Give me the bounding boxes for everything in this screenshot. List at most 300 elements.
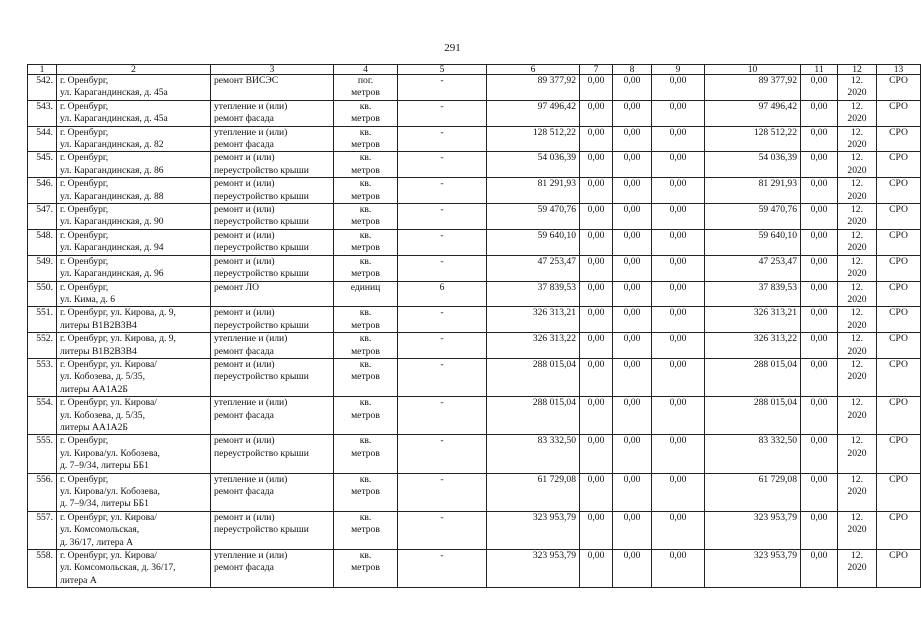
- column-header-3: 3: [211, 65, 334, 75]
- address-cell-line: г. Оренбург,: [60, 255, 109, 267]
- column-header-9: 9: [652, 65, 705, 75]
- deadline-cell-line: 12.: [851, 473, 863, 485]
- unit-cell-line: метров: [351, 268, 380, 280]
- unit-cell-line: кв.: [359, 307, 372, 319]
- address-cell: [57, 255, 211, 281]
- address-cell: [57, 333, 211, 359]
- address-cell-line: литеры В1В2В3В4: [60, 319, 137, 331]
- unit-cell-line: единиц: [350, 281, 381, 293]
- work-type-cell-line: ремонт и (или): [214, 358, 275, 370]
- unit-cell-line: метров: [351, 345, 380, 357]
- fund-other-cell: 0,00: [801, 473, 838, 511]
- fund-regional-cell: 0,00: [613, 550, 652, 588]
- fund-federal-cell: 0,00: [580, 333, 613, 359]
- deadline-cell: [838, 229, 877, 255]
- work-type-cell: [211, 152, 334, 178]
- deadline-cell-line: 2020: [847, 486, 867, 497]
- fund-federal-cell: 0,00: [580, 397, 613, 435]
- fund-regional-cell: 0,00: [613, 229, 652, 255]
- deadline-cell: [838, 126, 877, 152]
- deadline-cell-line: 2020: [847, 319, 867, 331]
- method-cell: СРО: [877, 281, 921, 307]
- fund-owners-cell: 128 512,22: [705, 126, 801, 152]
- fund-local-cell: 0,00: [652, 435, 705, 473]
- deadline-cell-line: 12.: [851, 511, 863, 523]
- quantity-cell: -: [398, 397, 487, 435]
- fund-regional-cell: 0,00: [613, 126, 652, 152]
- table-row: [28, 333, 921, 359]
- deadline-cell-line: 2020: [847, 113, 867, 125]
- unit-cell: [334, 229, 398, 255]
- address-cell-line: г. Оренбург, ул. Кирова, д. 9,: [60, 333, 176, 345]
- address-cell-line: литеры В1В2В3В4: [60, 345, 137, 357]
- fund-owners-cell: 288 015,04: [705, 397, 801, 435]
- fund-regional-cell: 0,00: [613, 333, 652, 359]
- address-cell: [57, 178, 211, 204]
- work-type-cell: [211, 229, 334, 255]
- row-index: 555.: [28, 435, 57, 473]
- unit-cell-line: кв.: [359, 550, 372, 562]
- address-cell-line: г. Оренбург,: [60, 126, 109, 138]
- work-type-cell-line: ремонт и (или): [214, 255, 275, 267]
- deadline-cell: [838, 100, 877, 126]
- deadline-cell: [838, 550, 877, 588]
- address-cell-line: ул. Карагандинская, д. 45а: [60, 87, 168, 99]
- work-type-cell-line: ремонт и (или): [214, 435, 275, 447]
- deadline-cell-line: 2020: [847, 242, 867, 254]
- unit-cell-line: кв.: [359, 255, 372, 267]
- unit-cell-line: кв.: [359, 358, 372, 370]
- deadline-cell: [838, 333, 877, 359]
- column-header-7: 7: [580, 65, 613, 75]
- method-cell: СРО: [877, 397, 921, 435]
- quantity-cell: -: [398, 255, 487, 281]
- deadline-cell-line: 2020: [847, 524, 867, 536]
- cost-total-cell: 47 253,47: [487, 255, 580, 281]
- method-cell: СРО: [877, 550, 921, 588]
- work-type-cell-line: переустройство крыши: [214, 371, 309, 383]
- fund-owners-cell: 326 313,22: [705, 333, 801, 359]
- table-row: [28, 204, 921, 230]
- address-cell-line: ул. Кима, д. 6: [60, 293, 116, 305]
- address-cell-line: г. Оренбург, ул. Кирова/: [60, 550, 157, 562]
- deadline-cell: [838, 75, 877, 101]
- address-cell-line: г. Оренбург,: [60, 473, 109, 485]
- work-type-cell-line: ремонт и (или): [214, 307, 275, 319]
- fund-other-cell: 0,00: [801, 307, 838, 333]
- unit-cell-line: метров: [351, 216, 380, 228]
- deadline-cell-line: 12.: [851, 100, 863, 112]
- column-header-13: 13: [877, 65, 921, 75]
- fund-regional-cell: 0,00: [613, 75, 652, 101]
- deadline-cell: [838, 397, 877, 435]
- deadline-cell: [838, 178, 877, 204]
- column-header-1: 1: [28, 65, 57, 75]
- method-cell: СРО: [877, 75, 921, 101]
- work-type-cell-line: переустройство крыши: [214, 447, 309, 459]
- work-type-cell: [211, 550, 334, 588]
- table-row: [28, 100, 921, 126]
- work-type-cell-line: ремонт фасада: [214, 139, 274, 151]
- quantity-cell: -: [398, 100, 487, 126]
- cost-total-cell: 323 953,79: [487, 511, 580, 549]
- method-cell: СРО: [877, 178, 921, 204]
- fund-federal-cell: 0,00: [580, 511, 613, 549]
- address-cell-line: г. Оренбург, ул. Кирова/: [60, 397, 157, 409]
- fund-federal-cell: 0,00: [580, 178, 613, 204]
- work-type-cell: [211, 397, 334, 435]
- cost-total-cell: 37 839,53: [487, 281, 580, 307]
- method-cell: СРО: [877, 229, 921, 255]
- address-cell: [57, 511, 211, 549]
- column-header-10: 10: [705, 65, 801, 75]
- column-header-6: 6: [487, 65, 580, 75]
- fund-owners-cell: 59 640,10: [705, 229, 801, 255]
- deadline-cell-line: 12.: [851, 307, 863, 319]
- fund-regional-cell: 0,00: [613, 204, 652, 230]
- work-type-cell-line: ремонт фасада: [214, 345, 274, 357]
- fund-other-cell: 0,00: [801, 281, 838, 307]
- unit-cell-line: кв.: [359, 511, 372, 523]
- fund-other-cell: 0,00: [801, 511, 838, 549]
- deadline-cell-line: 12.: [851, 126, 863, 138]
- address-cell: [57, 435, 211, 473]
- work-type-cell: [211, 435, 334, 473]
- deadline-cell-line: 2020: [847, 139, 867, 151]
- table-row: [28, 435, 921, 473]
- quantity-cell: -: [398, 204, 487, 230]
- row-index: 542.: [28, 75, 57, 101]
- work-type-cell: [211, 178, 334, 204]
- fund-local-cell: 0,00: [652, 511, 705, 549]
- work-type-cell-line: ремонт фасада: [214, 486, 274, 497]
- fund-federal-cell: 0,00: [580, 307, 613, 333]
- unit-cell-line: метров: [351, 447, 380, 459]
- quantity-cell: -: [398, 550, 487, 588]
- work-type-cell-line: ремонт и (или): [214, 178, 275, 190]
- row-index: 546.: [28, 178, 57, 204]
- table-row: [28, 358, 921, 396]
- unit-cell-line: метров: [351, 486, 380, 497]
- fund-local-cell: 0,00: [652, 152, 705, 178]
- quantity-cell: -: [398, 178, 487, 204]
- fund-local-cell: 0,00: [652, 126, 705, 152]
- unit-cell: [334, 152, 398, 178]
- fund-owners-cell: 326 313,21: [705, 307, 801, 333]
- table-row: [28, 473, 921, 511]
- address-cell-line: ул. Карагандинская, д. 96: [60, 268, 164, 280]
- address-cell: [57, 126, 211, 152]
- work-type-cell-line: переустройство крыши: [214, 524, 309, 536]
- work-type-cell: [211, 126, 334, 152]
- method-cell: СРО: [877, 511, 921, 549]
- deadline-cell-line: 2020: [847, 268, 867, 280]
- cost-total-cell: 83 332,50: [487, 435, 580, 473]
- address-cell-line: ул. Кирова/ул. Кобозева,: [60, 447, 160, 459]
- fund-regional-cell: 0,00: [613, 281, 652, 307]
- unit-cell-line: метров: [351, 87, 380, 99]
- column-header-12: 12: [838, 65, 877, 75]
- unit-cell: [334, 307, 398, 333]
- address-cell-line: ул. Карагандинская, д. 86: [60, 164, 164, 176]
- deadline-cell-line: 12.: [851, 152, 863, 164]
- table-row: [28, 178, 921, 204]
- work-type-cell-line: ремонт и (или): [214, 152, 275, 164]
- address-cell-line: г. Оренбург,: [60, 100, 109, 112]
- method-cell: СРО: [877, 100, 921, 126]
- unit-cell-line: кв.: [359, 100, 372, 112]
- address-cell: [57, 75, 211, 101]
- deadline-cell: [838, 307, 877, 333]
- address-cell-line: ул. Карагандинская, д. 88: [60, 190, 164, 202]
- address-cell-line: ул. Кирова/ул. Кобозева,: [60, 486, 160, 497]
- quantity-cell: -: [398, 229, 487, 255]
- fund-federal-cell: 0,00: [580, 229, 613, 255]
- work-type-cell-line: утепление и (или): [214, 333, 288, 345]
- fund-local-cell: 0,00: [652, 281, 705, 307]
- deadline-cell-line: 12.: [851, 229, 863, 241]
- quantity-cell: -: [398, 75, 487, 101]
- address-cell-line: г. Оренбург,: [60, 75, 109, 86]
- fund-other-cell: 0,00: [801, 178, 838, 204]
- fund-local-cell: 0,00: [652, 204, 705, 230]
- deadline-cell-line: 2020: [847, 164, 867, 176]
- address-cell-line: г. Оренбург,: [60, 178, 109, 190]
- address-cell-line: ул. Карагандинская, д. 82: [60, 139, 164, 151]
- address-cell: [57, 281, 211, 307]
- fund-federal-cell: 0,00: [580, 473, 613, 511]
- deadline-cell-line: 12.: [851, 397, 863, 409]
- cost-total-cell: 97 496,42: [487, 100, 580, 126]
- unit-cell: [334, 511, 398, 549]
- unit-cell-line: кв.: [359, 126, 372, 138]
- address-cell-line: ул. Карагандинская, д. 45а: [60, 113, 168, 125]
- deadline-cell-line: 12.: [851, 550, 863, 562]
- work-type-cell-line: переустройство крыши: [214, 268, 309, 280]
- unit-cell: [334, 178, 398, 204]
- table-row: [28, 281, 921, 307]
- address-cell-line: г. Оренбург, ул. Кирова/: [60, 358, 157, 370]
- deadline-cell-line: 2020: [847, 345, 867, 357]
- fund-owners-cell: 89 377,92: [705, 75, 801, 101]
- unit-cell-line: кв.: [359, 473, 372, 485]
- deadline-cell-line: 2020: [847, 293, 867, 305]
- row-index: 557.: [28, 511, 57, 549]
- work-type-cell: [211, 511, 334, 549]
- fund-regional-cell: 0,00: [613, 255, 652, 281]
- unit-cell-line: метров: [351, 524, 380, 536]
- fund-other-cell: 0,00: [801, 550, 838, 588]
- work-type-cell-line: ремонт фасада: [214, 562, 274, 574]
- fund-regional-cell: 0,00: [613, 435, 652, 473]
- fund-local-cell: 0,00: [652, 333, 705, 359]
- row-index: 556.: [28, 473, 57, 511]
- row-index: 543.: [28, 100, 57, 126]
- method-cell: СРО: [877, 126, 921, 152]
- quantity-cell: -: [398, 126, 487, 152]
- fund-other-cell: 0,00: [801, 75, 838, 101]
- cost-total-cell: 326 313,22: [487, 333, 580, 359]
- fund-regional-cell: 0,00: [613, 178, 652, 204]
- unit-cell: [334, 204, 398, 230]
- unit-cell-line: метров: [351, 319, 380, 331]
- table-row: [28, 255, 921, 281]
- fund-regional-cell: 0,00: [613, 307, 652, 333]
- column-header-8: 8: [613, 65, 652, 75]
- address-cell-line: г. Оренбург,: [60, 152, 109, 164]
- unit-cell: [334, 435, 398, 473]
- address-cell: [57, 229, 211, 255]
- fund-local-cell: 0,00: [652, 100, 705, 126]
- method-cell: СРО: [877, 152, 921, 178]
- fund-regional-cell: 0,00: [613, 473, 652, 511]
- row-index: 549.: [28, 255, 57, 281]
- work-type-cell-line: ремонт ВИСЭС: [214, 75, 279, 86]
- unit-cell: [334, 473, 398, 511]
- work-type-cell: [211, 333, 334, 359]
- deadline-cell: [838, 435, 877, 473]
- deadline-cell-line: 12.: [851, 435, 863, 447]
- cost-total-cell: 59 470,76: [487, 204, 580, 230]
- table-row: [28, 397, 921, 435]
- work-type-cell-line: ремонт и (или): [214, 204, 275, 216]
- work-type-cell: [211, 100, 334, 126]
- quantity-cell: -: [398, 358, 487, 396]
- fund-federal-cell: 0,00: [580, 281, 613, 307]
- unit-cell: [334, 333, 398, 359]
- quantity-cell: -: [398, 435, 487, 473]
- fund-local-cell: 0,00: [652, 397, 705, 435]
- unit-cell: [334, 100, 398, 126]
- fund-federal-cell: 0,00: [580, 126, 613, 152]
- unit-cell-line: пог.: [357, 75, 374, 86]
- method-cell: СРО: [877, 435, 921, 473]
- address-cell-line: г. Оренбург,: [60, 435, 109, 447]
- deadline-cell-line: 12.: [851, 204, 863, 216]
- deadline-cell: [838, 204, 877, 230]
- table-row: [28, 229, 921, 255]
- address-cell: [57, 397, 211, 435]
- table-row: [28, 126, 921, 152]
- table-row: [28, 511, 921, 549]
- cost-total-cell: 61 729,08: [487, 473, 580, 511]
- unit-cell-line: кв.: [359, 152, 372, 164]
- unit-cell-line: метров: [351, 562, 380, 574]
- deadline-cell-line: 12.: [851, 75, 863, 86]
- address-cell: [57, 152, 211, 178]
- data-table: [27, 64, 921, 588]
- fund-owners-cell: 288 015,04: [705, 358, 801, 396]
- deadline-cell: [838, 358, 877, 396]
- column-header-4: 4: [334, 65, 398, 75]
- fund-owners-cell: 83 332,50: [705, 435, 801, 473]
- method-cell: СРО: [877, 333, 921, 359]
- fund-regional-cell: 0,00: [613, 511, 652, 549]
- fund-owners-cell: 61 729,08: [705, 473, 801, 511]
- table-row: [28, 152, 921, 178]
- unit-cell-line: метров: [351, 139, 380, 151]
- fund-regional-cell: 0,00: [613, 152, 652, 178]
- quantity-cell: -: [398, 511, 487, 549]
- work-type-cell-line: переустройство крыши: [214, 190, 309, 202]
- deadline-cell: [838, 473, 877, 511]
- row-index: 552.: [28, 333, 57, 359]
- row-index: 550.: [28, 281, 57, 307]
- unit-cell: [334, 397, 398, 435]
- address-cell-line: г. Оренбург,: [60, 281, 109, 293]
- unit-cell-line: кв.: [359, 178, 372, 190]
- deadline-cell-line: 12.: [851, 178, 863, 190]
- unit-cell-line: метров: [351, 242, 380, 254]
- fund-other-cell: 0,00: [801, 255, 838, 281]
- unit-cell: [334, 550, 398, 588]
- work-type-cell: [211, 473, 334, 511]
- work-type-cell-line: утепление и (или): [214, 550, 288, 562]
- page-number: 291: [444, 42, 461, 54]
- work-type-cell-line: переустройство крыши: [214, 164, 309, 176]
- unit-cell-line: метров: [351, 409, 380, 421]
- deadline-cell-line: 2020: [847, 190, 867, 202]
- address-cell-line: г. Оренбург,: [60, 229, 109, 241]
- quantity-cell: -: [398, 152, 487, 178]
- fund-federal-cell: 0,00: [580, 358, 613, 396]
- work-type-cell-line: ремонт и (или): [214, 229, 275, 241]
- unit-cell-line: кв.: [359, 333, 372, 345]
- deadline-cell-line: 2020: [847, 87, 867, 99]
- fund-federal-cell: 0,00: [580, 75, 613, 101]
- work-type-cell: [211, 204, 334, 230]
- fund-other-cell: 0,00: [801, 126, 838, 152]
- address-cell: [57, 358, 211, 396]
- fund-owners-cell: 323 953,79: [705, 550, 801, 588]
- fund-local-cell: 0,00: [652, 550, 705, 588]
- cost-total-cell: 323 953,79: [487, 550, 580, 588]
- fund-local-cell: 0,00: [652, 229, 705, 255]
- row-index: 548.: [28, 229, 57, 255]
- fund-owners-cell: 47 253,47: [705, 255, 801, 281]
- address-cell-line: ул. Карагандинская, д. 90: [60, 216, 164, 228]
- deadline-cell-line: 2020: [847, 371, 867, 383]
- table-row: [28, 550, 921, 588]
- work-type-cell: [211, 307, 334, 333]
- fund-other-cell: 0,00: [801, 435, 838, 473]
- work-type-cell-line: переустройство крыши: [214, 319, 309, 331]
- method-cell: СРО: [877, 307, 921, 333]
- fund-federal-cell: 0,00: [580, 435, 613, 473]
- cost-total-cell: 81 291,93: [487, 178, 580, 204]
- deadline-cell: [838, 511, 877, 549]
- cost-total-cell: 128 512,22: [487, 126, 580, 152]
- fund-owners-cell: 37 839,53: [705, 281, 801, 307]
- column-header-2: 2: [57, 65, 211, 75]
- work-type-cell-line: утепление и (или): [214, 397, 288, 409]
- cost-total-cell: 288 015,04: [487, 397, 580, 435]
- fund-other-cell: 0,00: [801, 152, 838, 178]
- address-cell-line: г. Оренбург,: [60, 204, 109, 216]
- unit-cell-line: кв.: [359, 435, 372, 447]
- fund-federal-cell: 0,00: [580, 152, 613, 178]
- cost-total-cell: 59 640,10: [487, 229, 580, 255]
- fund-owners-cell: 81 291,93: [705, 178, 801, 204]
- row-index: 554.: [28, 397, 57, 435]
- work-type-cell: [211, 358, 334, 396]
- address-cell-line: литера А: [60, 574, 97, 586]
- deadline-cell-line: 12.: [851, 333, 863, 345]
- address-cell-line: ул. Комсомольская,: [60, 524, 140, 536]
- fund-regional-cell: 0,00: [613, 358, 652, 396]
- quantity-cell: -: [398, 307, 487, 333]
- fund-other-cell: 0,00: [801, 397, 838, 435]
